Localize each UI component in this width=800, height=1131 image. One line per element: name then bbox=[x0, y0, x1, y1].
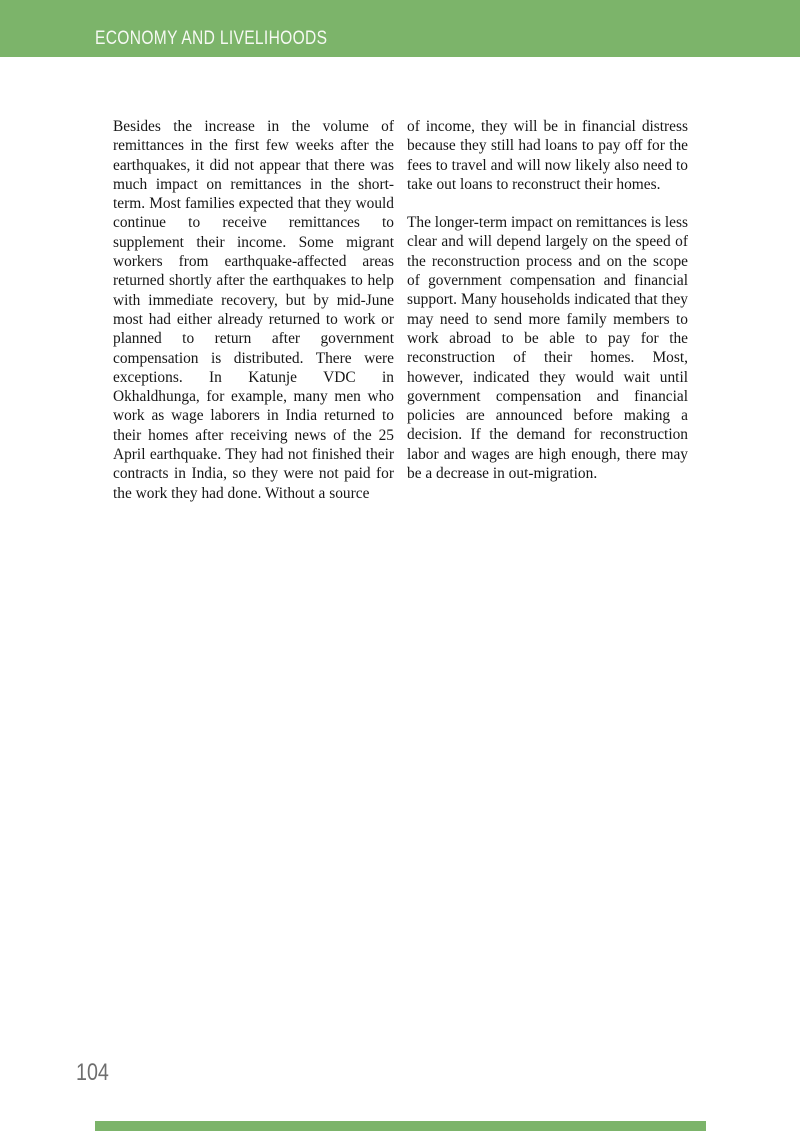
header-band bbox=[0, 0, 800, 57]
next-page-header-strip bbox=[95, 1121, 706, 1131]
page-number: 104 bbox=[76, 1059, 109, 1086]
body-paragraph: of income, they will be in financial distress because they still had loans to pay off for the fees to travel and will now likely also need to take out loans to reconstruct their homes. bbox=[407, 118, 688, 193]
text-column-left bbox=[113, 117, 394, 503]
body-paragraph: Besides the increase in the volume of remittances in the first few weeks after the earthquakes, it did not appear that there was much impact on remittances in the short-term. Most families expected that they would continue to receive remittances to supplement their income. Some migrant workers from earthquake-affected areas returned shortly after the earthquakes to help with immediate recovery, but by mid-June most had either already returned to work or planned to return after government compensation is distributed. There were exceptions. In Katunje VDC in Okhaldhunga, for example, many men who work as wage laborers in India returned to their homes after receiving news of the 25 April earthquake. They had not finished their contracts in India, so they were not paid for the work they had done. Without a source bbox=[113, 118, 394, 502]
text-column-right bbox=[407, 117, 688, 483]
page-header-title: ECONOMY AND LIVELIHOODS bbox=[95, 28, 328, 49]
body-paragraph: The longer-term impact on remittances is less clear and will depend largely on the speed of the reconstruction process and on the scope of government compensation and financial support. Many households indicated that they may need to send more family members to work abroad to be able to pay for the reconstruction of their homes. Most, however, indicated they would wait until government compensation and financial policies are announced before making a decision. If the demand for reconstruction labor and wages are high enough, there may be a decrease in out-migration. bbox=[407, 214, 688, 483]
